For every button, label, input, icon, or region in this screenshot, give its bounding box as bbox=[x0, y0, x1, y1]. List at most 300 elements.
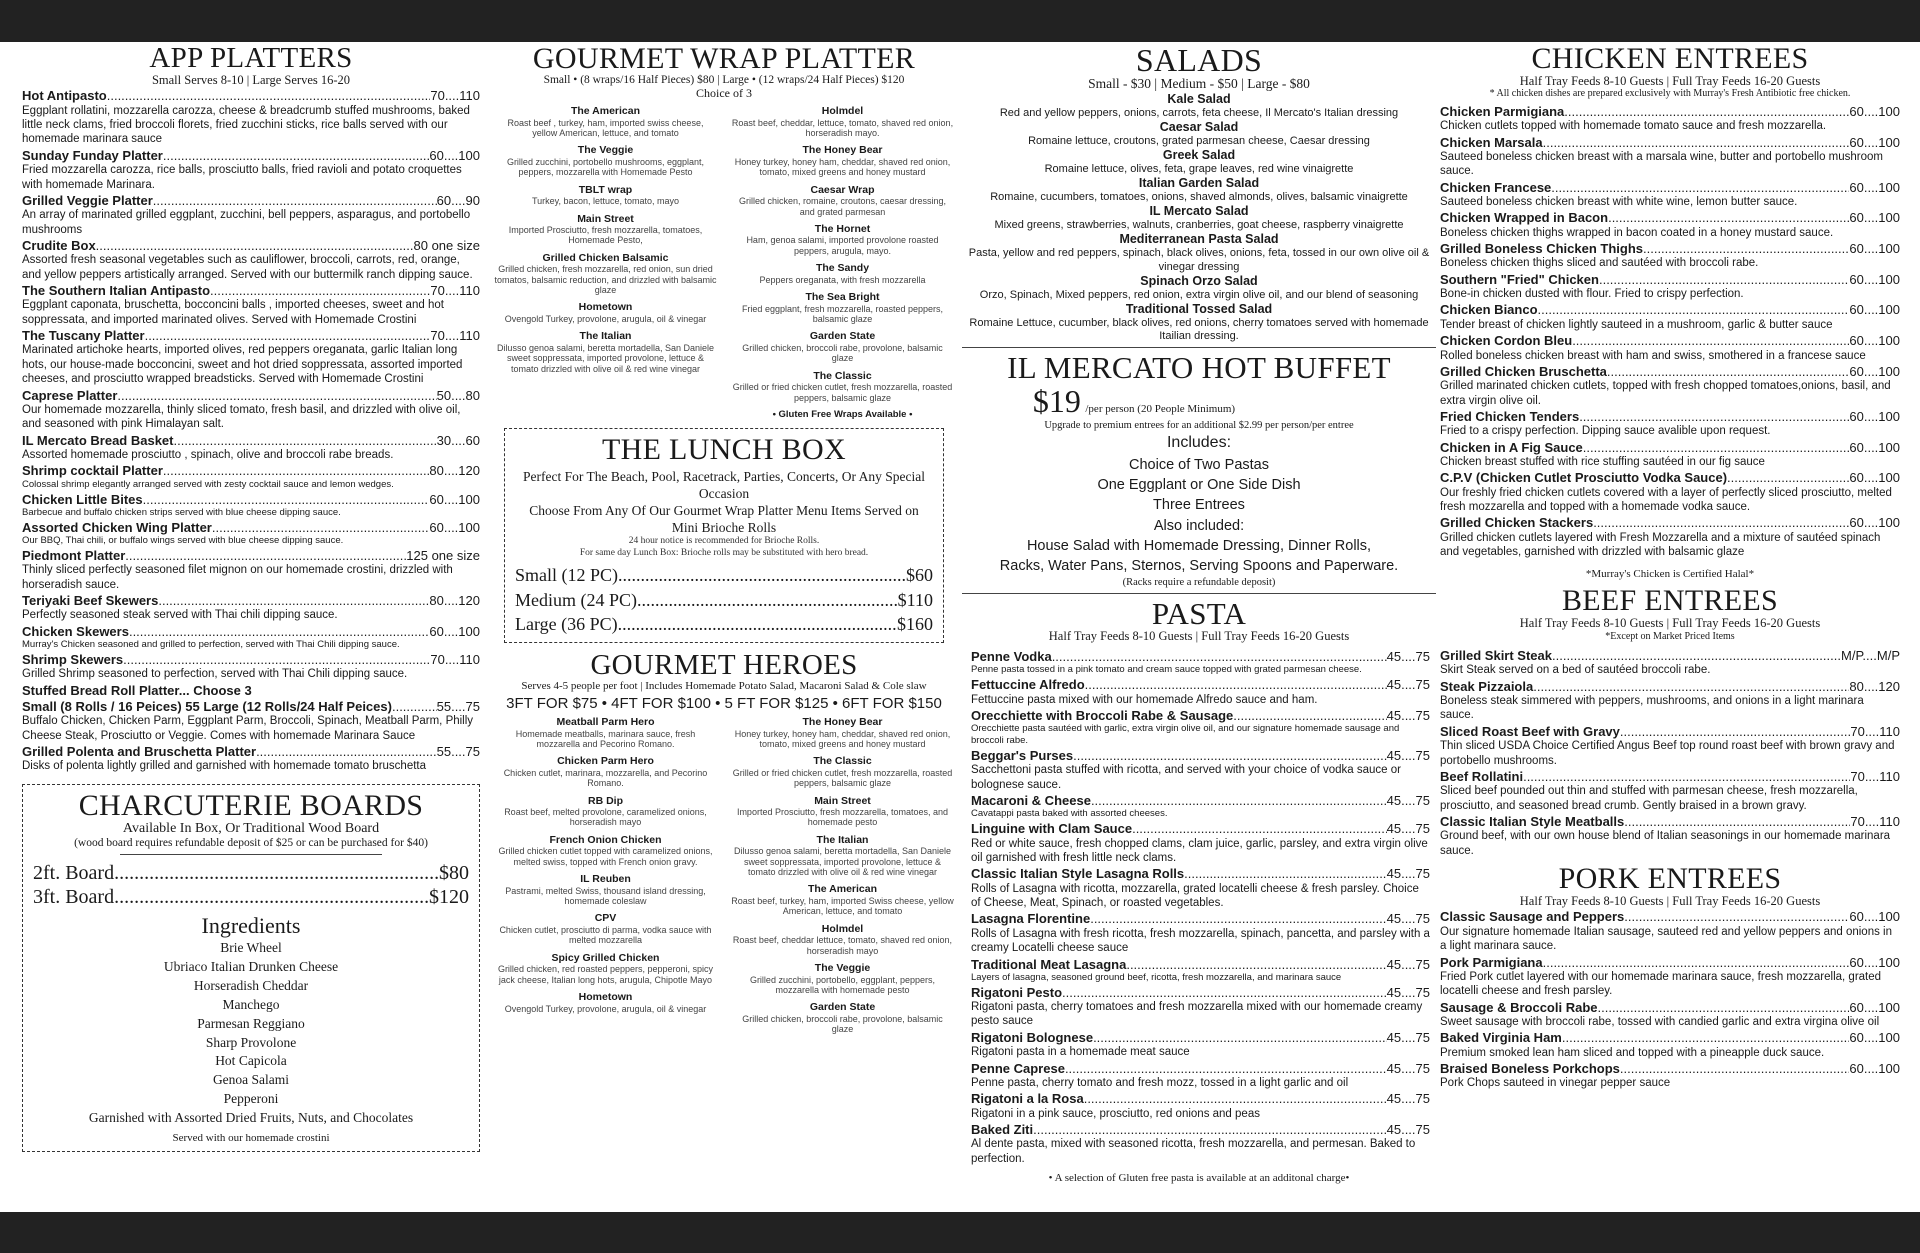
dot-leader bbox=[1643, 241, 1849, 256]
menu-item bbox=[1440, 724, 1900, 768]
menu-item-desc: Our signature homemade Italian sausage, sauteed red and yellow peppers and onions in a light marinara sauce. bbox=[1440, 925, 1892, 953]
menu-item-name: Main Street bbox=[577, 212, 634, 225]
menu-item bbox=[731, 755, 954, 788]
price-row-name: 2ft. Board bbox=[33, 862, 115, 885]
menu-item-price: 30....60 bbox=[436, 432, 480, 448]
menu-item-desc: Thinly sliced perfectly seasoned filet mignon on our homemade crostini, drizzled with horseradish sauce. bbox=[22, 564, 453, 591]
menu-item-row bbox=[22, 548, 480, 563]
menu-item-name: Classic Italian Style Meatballs bbox=[1440, 813, 1625, 829]
menu-item bbox=[1440, 241, 1900, 271]
menu-item-desc: Sacchettoni pasta stuffed with ricotta, and served with your choice of vodka sauce or bolognese sauce. bbox=[971, 764, 1401, 791]
menu-item-name: Beggar's Purses bbox=[971, 748, 1074, 764]
ingredients-title: Ingredients bbox=[201, 913, 301, 939]
menu-item-desc: Perfectly seasoned steak served with Thai chili dipping sauce. bbox=[22, 609, 338, 622]
menu-item-desc: Sweet sausage with broccoli rabe, tossed with candied garlic and extra virgina olive oil bbox=[1440, 1015, 1880, 1028]
menu-item bbox=[731, 144, 954, 177]
ingredient: Parmesan Reggiano bbox=[197, 1015, 305, 1031]
ingredient: Sharp Provolone bbox=[205, 1034, 297, 1050]
menu-item-row bbox=[971, 708, 1430, 723]
menu-item-row bbox=[1440, 1061, 1900, 1076]
menu-item bbox=[731, 716, 954, 749]
menu-item-price: 45....75 bbox=[1386, 911, 1430, 927]
menu-item-price: 60....90 bbox=[436, 192, 480, 208]
menu-item bbox=[1440, 1030, 1900, 1060]
menu-item-price: 60....100 bbox=[1849, 470, 1900, 486]
menu-item-row bbox=[22, 148, 480, 163]
menu-item-desc: Rolled boneless chicken breast with ham and swiss, smothered in a francese sauce bbox=[1440, 349, 1866, 362]
buffet-line: One Eggplant or One Side Dish bbox=[1097, 477, 1301, 494]
menu-item-row bbox=[22, 433, 480, 448]
menu-item-name: The American bbox=[570, 105, 641, 118]
heroes-title: GOURMET HEROES bbox=[590, 649, 858, 682]
menu-item-desc: Grilled zucchini, portobello mushrooms, eggplant, peppers, mozzarella with Homemade Pesto bbox=[506, 156, 705, 178]
menu-item-price: 125 one size bbox=[406, 547, 480, 563]
dot-leader bbox=[1184, 866, 1386, 881]
menu-item-row bbox=[22, 463, 480, 478]
dot-leader bbox=[1132, 821, 1387, 836]
menu-item-row bbox=[971, 1061, 1430, 1076]
menu-item-desc: Roast beef, melted provolone, caramelized onions, horseradish mayo bbox=[504, 807, 707, 828]
dot-leader bbox=[158, 593, 429, 608]
charcuterie-subtitle: Available In Box, Or Traditional Wood Board bbox=[122, 820, 380, 836]
bottom-border bbox=[0, 1212, 1920, 1253]
menu-item-name: Chicken Parm Hero bbox=[557, 755, 654, 768]
menu-item-price: 55....75 bbox=[436, 744, 480, 760]
menu-item-desc: Colossal shrimp elegantly arranged served with zesty cocktail sauce and lemon wedges. bbox=[22, 478, 394, 490]
menu-item bbox=[1440, 409, 1900, 439]
menu-item-price: 45....75 bbox=[1386, 821, 1430, 837]
menu-item-name: IL Reuben bbox=[580, 873, 631, 886]
menu-item bbox=[971, 911, 1430, 955]
menu-item-desc: Barbecue and buffalo chicken strips served with blue cheese dipping sauce. bbox=[22, 506, 341, 518]
menu-item bbox=[1440, 955, 1900, 999]
dot-leader bbox=[153, 193, 437, 208]
menu-item bbox=[971, 1030, 1430, 1060]
menu-item-row bbox=[22, 283, 480, 298]
lunch-box-note-1: 24 hour notice is recommended for Brioche Rolls. bbox=[628, 536, 820, 547]
menu-item-price: 80....120 bbox=[429, 463, 480, 479]
menu-item-desc: Roast beef , turkey, ham, imported swiss cheese, yellow American, lettuce, and tomato bbox=[507, 117, 704, 138]
menu-item-row bbox=[22, 699, 480, 714]
menu-item-price: 60....100 bbox=[1849, 439, 1900, 455]
app-platters-title: APP PLATTERS bbox=[149, 44, 353, 74]
menu-item-name: Meatball Parm Hero bbox=[556, 715, 655, 728]
menu-item bbox=[971, 677, 1430, 707]
menu-item bbox=[22, 520, 480, 547]
menu-item-price: 60....100 bbox=[1849, 515, 1900, 531]
menu-item bbox=[731, 184, 954, 217]
menu-item-desc: Bone-in chicken dusted with flour. Fried to crispy perfection. bbox=[1440, 288, 1744, 301]
menu-item-row bbox=[971, 1091, 1430, 1106]
menu-item bbox=[22, 744, 480, 774]
menu-item-name: Caesar Wrap bbox=[810, 183, 875, 196]
menu-item bbox=[22, 463, 480, 490]
charcuterie-note: (wood board requires refundable deposit of $25 or can be purchased for $40) bbox=[74, 836, 428, 849]
menu-item-name: Holmdel bbox=[821, 105, 864, 118]
menu-item-name: Garden State bbox=[809, 1001, 876, 1014]
pork-subtitle: Half Tray Feeds 8-10 Guests | Full Tray Feeds 16-20 Guests bbox=[1519, 894, 1821, 909]
app-platters-list bbox=[22, 88, 480, 773]
menu-item-row bbox=[1440, 515, 1900, 530]
menu-item-desc: Roast beef, turkey, ham, imported Swiss cheese, yellow American, lettuce, and tomato bbox=[731, 896, 954, 917]
menu-item-row bbox=[971, 985, 1430, 1000]
menu-item bbox=[494, 716, 717, 749]
menu-item bbox=[22, 652, 480, 682]
menu-item-row bbox=[1440, 302, 1900, 317]
menu-item-name: The Hornet bbox=[814, 222, 871, 235]
menu-item-name: Caprese Platter bbox=[22, 387, 118, 403]
dot-leader bbox=[1126, 957, 1386, 972]
menu-item bbox=[22, 88, 480, 146]
buffet-deposit: (Racks require a refundable deposit) bbox=[1122, 576, 1276, 588]
pasta-subtitle: Half Tray Feeds 8-10 Guests | Full Tray Feeds 16-20 Guests bbox=[1048, 628, 1350, 643]
beef-note: *Except on Market Priced Items bbox=[1605, 630, 1735, 642]
lunch-box-note-2: For same day Lunch Box: Brioche rolls may be substituted with hero bread. bbox=[579, 547, 869, 558]
menu-item-row bbox=[971, 677, 1430, 692]
menu-item-price: 45....75 bbox=[1386, 866, 1430, 882]
menu-item-name: Sunday Funday Platter bbox=[22, 147, 163, 163]
menu-item-name: Shrimp Skewers bbox=[22, 651, 124, 667]
menu-item-name: Chicken Cordon Bleu bbox=[1440, 333, 1573, 349]
menu-item-price: 60....100 bbox=[1849, 954, 1900, 970]
price-row bbox=[515, 612, 933, 636]
dot-leader bbox=[1620, 1061, 1849, 1076]
dot-leader bbox=[1620, 724, 1850, 739]
salad-name: Spinach Orzo Salad bbox=[1140, 273, 1258, 288]
salad-name: Kale Salad bbox=[1167, 91, 1231, 106]
menu-item-price: 60....100 bbox=[1849, 210, 1900, 226]
dot-leader bbox=[256, 744, 437, 759]
dot-leader bbox=[1033, 1122, 1387, 1137]
menu-item-desc: Ovengold Turkey, provolone, arugula, oil & vinegar bbox=[504, 314, 707, 325]
dot-leader bbox=[1572, 333, 1849, 348]
menu-item bbox=[971, 793, 1430, 820]
menu-item-row bbox=[22, 492, 480, 507]
salad-item bbox=[962, 176, 1436, 204]
salads-divider bbox=[962, 347, 1436, 348]
menu-item-name: Fried Chicken Tenders bbox=[1440, 408, 1580, 424]
charcuterie-footer: Served with our homemade crostini bbox=[172, 1132, 330, 1144]
ingredient: Hot Capicola bbox=[215, 1053, 287, 1069]
ingredient: Brie Wheel bbox=[220, 940, 282, 956]
menu-item bbox=[22, 593, 480, 623]
menu-item-name: Chicken in A Fig Sauce bbox=[1440, 439, 1583, 455]
menu-item-row bbox=[22, 593, 480, 608]
menu-item bbox=[494, 912, 717, 945]
menu-item-name: Grilled Polenta and Bruschetta Platter bbox=[22, 744, 257, 760]
menu-item-row bbox=[1440, 679, 1900, 694]
menu-item-price: 70....110 bbox=[1850, 723, 1900, 739]
dot-leader bbox=[1062, 985, 1387, 1000]
menu-item-name: Fettuccine Alfredo bbox=[971, 677, 1085, 693]
hero-list-right bbox=[731, 716, 954, 1041]
menu-item-desc: Dilusso genoa salami, beretta mortadella, San Daniele sweet soppressata, imported provolone, lettuce & tomato drizzled with olive oil & red wine vinegar bbox=[733, 846, 952, 878]
menu-item bbox=[971, 748, 1430, 792]
price-row-name: 3ft. Board bbox=[33, 886, 115, 909]
menu-item-name: The Classic bbox=[813, 369, 872, 382]
menu-item bbox=[494, 252, 717, 296]
salad-item bbox=[962, 204, 1436, 232]
menu-item-name: Classic Italian Style Lasagna Rolls bbox=[971, 866, 1185, 882]
menu-item-name: Southern "Fried" Chicken bbox=[1440, 271, 1599, 287]
dot-leader bbox=[1593, 515, 1849, 530]
dot-leader bbox=[1523, 769, 1850, 784]
menu-item bbox=[1440, 135, 1900, 179]
menu-item-name: The Southern Italian Antipasto bbox=[22, 283, 211, 299]
menu-item-desc: Grilled chicken cutlets layered with Fresh Mozzarella and a mixture of sautéed spinach and vegetables, garnished with drizzled with balsamic glaze bbox=[1440, 531, 1881, 559]
ingredient: Manchego bbox=[222, 996, 280, 1012]
menu-item bbox=[1440, 302, 1900, 332]
menu-item-price: 45....75 bbox=[1386, 1121, 1430, 1137]
menu-item-name: The Sandy bbox=[815, 262, 870, 275]
salad-name: Caesar Salad bbox=[1159, 119, 1239, 134]
menu-item-price: 60....100 bbox=[1849, 103, 1900, 119]
charcuterie-divider bbox=[120, 854, 382, 855]
menu-item-row bbox=[971, 793, 1430, 808]
menu-item bbox=[494, 873, 717, 906]
menu-item-name: Piedmont Platter bbox=[22, 547, 126, 563]
price-row-name: Small (12 PC) bbox=[515, 565, 619, 586]
pasta-list bbox=[962, 649, 1436, 1166]
salad-desc: Orzo, Spinach, Mixed peppers, red onion, extra virgin olive oil, and our blend of seasoning bbox=[979, 288, 1419, 301]
buffet-price: $19 bbox=[1032, 383, 1081, 420]
menu-item-row bbox=[1440, 440, 1900, 455]
column-wraps bbox=[494, 44, 954, 1212]
menu-item-name: Steak Pizzaiola bbox=[1440, 678, 1534, 694]
menu-item-desc: Murray's Chicken seasoned and grilled to perfection, served with Thai Chili dipping sauce. bbox=[22, 639, 400, 651]
menu-item-name: Rigatoni Bolognese bbox=[971, 1029, 1094, 1045]
menu-item bbox=[731, 923, 954, 956]
menu-item bbox=[1440, 1061, 1900, 1091]
menu-item-name: The Tuscany Platter bbox=[22, 328, 145, 344]
dot-leader bbox=[145, 328, 431, 343]
dot-leader bbox=[1093, 1030, 1387, 1045]
menu-item-desc: Pork Chops sauteed in vinegar pepper sauce bbox=[1440, 1077, 1671, 1090]
menu-item-name: The Honey Bear bbox=[802, 715, 883, 728]
menu-item bbox=[22, 699, 480, 743]
dot-leader bbox=[1551, 180, 1849, 195]
menu-item-row bbox=[22, 624, 480, 639]
menu-item-price: 50....80 bbox=[436, 387, 480, 403]
buffet-line: Also included: bbox=[1153, 517, 1245, 534]
column-app-platters bbox=[22, 44, 480, 1212]
dot-leader bbox=[129, 624, 429, 639]
salad-list bbox=[962, 92, 1436, 344]
menu-item bbox=[731, 105, 954, 138]
dot-leader bbox=[1085, 677, 1387, 692]
menu-item-price: 60....100 bbox=[1849, 134, 1900, 150]
menu-item-row bbox=[22, 88, 480, 103]
menu-item-desc: Grilled or fried chicken cutlet, fresh mozzarella, roasted peppers, balsamic glaze bbox=[732, 767, 953, 789]
menu-item-name: Hometown bbox=[578, 301, 633, 314]
menu-item bbox=[22, 683, 480, 698]
lunch-box bbox=[504, 428, 944, 643]
menu-item-desc: Assorted homemade prosciutto , spinach, olive and broccoli rabe breads. bbox=[22, 449, 394, 461]
menu-item-row bbox=[1440, 814, 1900, 829]
menu-item bbox=[22, 283, 480, 327]
menu-item-row bbox=[971, 866, 1430, 881]
salad-item bbox=[962, 302, 1436, 343]
price-row bbox=[515, 563, 933, 587]
menu-item-row bbox=[1440, 180, 1900, 195]
salad-desc: Red and yellow peppers, onions, carrots, feta cheese, Il Mercato's Italian dressing bbox=[999, 106, 1399, 119]
menu-item-name: Chicken Skewers bbox=[22, 623, 129, 639]
price-row-price: $60 bbox=[906, 565, 933, 586]
dot-leader bbox=[96, 238, 414, 253]
menu-item-price: 60....100 bbox=[429, 491, 480, 507]
dot-leader bbox=[1598, 1000, 1850, 1015]
menu-item-desc: Roast beef, cheddar, lettuce, tomato, shaved red onion, horseradish mayo. bbox=[731, 117, 954, 138]
menu-item bbox=[1440, 364, 1900, 408]
menu-item-name: Lasagna Florentine bbox=[971, 911, 1091, 927]
salad-desc: Romaine, cucumbers, tomatoes, onions, shaved almonds, olives, balsamic vinaigrette bbox=[990, 191, 1408, 204]
lunch-box-title: THE LUNCH BOX bbox=[602, 432, 846, 466]
menu-item bbox=[1440, 814, 1900, 858]
menu-item-desc: Dilusso genoa salami, beretta mortadella, San Daniele sweet soppressata, imported provolone, lettuce & tomato drizzled with olive oil & red wine vinegar bbox=[496, 342, 715, 374]
ingredient: Ubriaco Italian Drunken Cheese bbox=[163, 958, 339, 974]
menu-item-price: 45....75 bbox=[1386, 984, 1430, 1000]
salad-desc: Romaine Lettuce, cucumber, black olives, red onions, cherry tomatoes served with homemade Itailian dressing. bbox=[969, 317, 1429, 343]
menu-item-row bbox=[1440, 724, 1900, 739]
menu-item-row bbox=[1440, 135, 1900, 150]
menu-item-desc: Fried eggplant, fresh mozzarella, roasted peppers, balsamic glaze bbox=[741, 303, 944, 325]
menu-item-desc: Imported Prosciutto, fresh mozzarella, tomatoes, Homemade Pesto, bbox=[508, 225, 703, 246]
menu-item-name: Spicy Grilled Chicken bbox=[551, 951, 660, 964]
salads-subtitle: Small - $30 | Medium - $50 | Large - $80 bbox=[1088, 76, 1310, 91]
menu-item-name: Chicken Little Bites bbox=[22, 491, 143, 507]
menu-item-price: 45....75 bbox=[1386, 707, 1430, 723]
menu-item bbox=[22, 433, 480, 463]
dot-leader bbox=[163, 148, 430, 163]
dot-leader bbox=[1084, 1091, 1387, 1106]
menu-item-name: Rigatoni a la Rosa bbox=[971, 1091, 1084, 1107]
menu-item bbox=[494, 301, 717, 324]
menu-item-desc: Grilled chicken, romaine, croutons, caesar dressing, and grated parmesan bbox=[738, 196, 947, 217]
salad-name: IL Mercato Salad bbox=[1149, 204, 1249, 219]
dot-leader bbox=[1599, 272, 1849, 287]
menu-item-name: Rigatoni Pesto bbox=[971, 984, 1063, 1000]
buffet-lines bbox=[962, 455, 1436, 577]
menu-item-name: Small (8 Rolls / 16 Peices) 55 Large (12 Rolls/24 Half Peices) bbox=[22, 699, 392, 714]
menu-item bbox=[971, 1061, 1430, 1091]
menu-item-name: The Classic bbox=[813, 755, 872, 768]
pork-title: PORK ENTREES bbox=[1558, 862, 1782, 896]
menu-item bbox=[494, 834, 717, 867]
menu-item-desc: Boneless chicken thighs sliced and sautéed with broccoli rabe. bbox=[1440, 257, 1759, 270]
menu-item-name: The American bbox=[807, 883, 878, 896]
board-list bbox=[33, 861, 469, 909]
menu-item-row bbox=[22, 520, 480, 535]
dot-leader bbox=[1052, 649, 1387, 664]
dot-leader bbox=[123, 652, 430, 667]
salad-item bbox=[962, 92, 1436, 120]
menu-item-name: Chicken Wrapped in Bacon bbox=[1440, 210, 1609, 226]
menu-item-name: Hometown bbox=[578, 990, 633, 1003]
dot-leader bbox=[1065, 1061, 1387, 1076]
menu-item-desc: Rigatoni pasta, cherry tomatoes and fresh mozzarella mixed with our homemade creamy pesto sauce bbox=[971, 1001, 1423, 1028]
menu-item-price: 60....100 bbox=[1849, 302, 1900, 318]
menu-item-name: Garden State bbox=[809, 330, 876, 343]
price-row-price: $80 bbox=[439, 862, 469, 885]
menu-item-price: 70....110 bbox=[1850, 813, 1900, 829]
menu-item bbox=[22, 193, 480, 237]
menu-item bbox=[1440, 909, 1900, 953]
menu-item-row bbox=[1440, 272, 1900, 287]
beef-title: BEEF ENTREES bbox=[1561, 584, 1779, 618]
menu-item bbox=[22, 388, 480, 432]
menu-item-desc: Penne pasta tossed in a pink tomato and cream sauce topped with grated parmesan cheese. bbox=[971, 664, 1362, 676]
menu-item-desc: Disks of polenta lightly grilled and garnished with homemade tomato bruschetta bbox=[22, 760, 426, 773]
menu-item-name: Chicken Parmigiana bbox=[1440, 103, 1565, 119]
menu-item bbox=[971, 957, 1430, 984]
menu-item-name: The Italian bbox=[579, 330, 632, 343]
menu-item-desc: Chicken cutlets topped with homemade tomato sauce and fresh mozzarella. bbox=[1440, 120, 1827, 133]
menu-item-row bbox=[22, 652, 480, 667]
menu-item-desc: Ground beef, with our own house blend of Italian seasonings in our homemade marinara sauce. bbox=[1440, 830, 1891, 857]
menu-item bbox=[731, 1001, 954, 1034]
menu-item-price: 80....120 bbox=[429, 593, 480, 609]
menu-item-desc: Chicken cutlet, marinara, mozzarella, and Pecorino Romano. bbox=[503, 767, 708, 789]
menu-item-desc: Assorted fresh seasonal vegetables such as cauliflower, broccoli, carrots, red, orange, and yellow peppers artistically arranged. Served with our buttermilk ranch dipping sauce. bbox=[22, 254, 473, 281]
menu-item-row bbox=[971, 1030, 1430, 1045]
menu-item-desc: Grilled chicken, broccoli rabe, provolone, balsamic glaze bbox=[742, 342, 943, 364]
menu-item-name: Grilled Boneless Chicken Thighs bbox=[1440, 241, 1643, 257]
menu-item-desc: An array of marinated grilled eggplant, zucchini, bell peppers, asparagus, and portobello mushrooms bbox=[22, 209, 471, 236]
dot-leader bbox=[1543, 135, 1850, 150]
pasta-title: PASTA bbox=[1151, 595, 1247, 631]
menu-item-price: 60....100 bbox=[1849, 1060, 1900, 1076]
chicken-halal: *Murray's Chicken is Certified Halal* bbox=[1585, 567, 1755, 580]
ingredient: Pepperoni bbox=[223, 1091, 279, 1107]
menu-item-name: C.P.V (Chicken Cutlet Prosciutto Vodka Sauce) bbox=[1440, 470, 1728, 486]
price-row-name: Large (36 PC) bbox=[515, 613, 618, 634]
heroes-grid bbox=[494, 716, 954, 1041]
menu-item bbox=[1440, 104, 1900, 134]
menu-item-price: 45....75 bbox=[1386, 1091, 1430, 1107]
menu-item-name: Assorted Chicken Wing Platter bbox=[22, 519, 212, 535]
menu-item-row bbox=[22, 193, 480, 208]
menu-item-name: Pork Parmigiana bbox=[1440, 954, 1543, 970]
menu-item-row bbox=[971, 957, 1430, 972]
menu-item-desc: Our freshly fried chicken cutlets covered with a layer of perfectly sliced prosciutto, melted fresh mozzarella and topped with a homemade vodka sauce. bbox=[1440, 486, 1892, 514]
top-border bbox=[0, 0, 1920, 42]
menu-item-desc: Chicken cutlet, prosciutto di parma, vodka sauce with melted mozzarella bbox=[499, 924, 712, 946]
pork-list bbox=[1440, 909, 1900, 1090]
dot-leader bbox=[1233, 708, 1386, 723]
ingredient: Genoa Salami bbox=[212, 1072, 290, 1088]
menu-item-name: Penne Vodka bbox=[971, 649, 1052, 665]
menu-item-name: Shrimp cocktail Platter bbox=[22, 463, 163, 479]
dot-leader bbox=[107, 88, 431, 103]
menu-item-row bbox=[1440, 769, 1900, 784]
price-row bbox=[515, 588, 933, 612]
menu-item bbox=[731, 883, 954, 916]
price-row-price: $110 bbox=[897, 589, 933, 610]
menu-item-desc: Buffalo Chicken, Chicken Parm, Eggplant Parm, Broccoli, Spinach, Meatball Parm, Philly Cheese Steak, Prosciutto or Veggie. Comes with homemade Marinara Sauce bbox=[22, 715, 474, 742]
buffet-upgrade: Upgrade to premium entrees for an additional $2.99 per person/per entree bbox=[1044, 420, 1354, 432]
heroes-subtitle: Serves 4-5 people per foot | Includes Homemade Potato Salad, Macaroni Salad & Cole slaw bbox=[521, 680, 927, 693]
chicken-note: * All chicken dishes are prepared exclusively with Murray's Fresh Antibiotic free chicken. bbox=[1489, 88, 1851, 100]
menu-item-desc: Fried mozzarella carozza, rice balls, prosciutto balls, fried ravioli and potato croquettes with homemade Marinara. bbox=[22, 164, 462, 191]
menu-item-desc: Pastrami, melted Swiss, thousand island dressing, homemade coleslaw bbox=[505, 885, 706, 907]
menu-item-price: 60....100 bbox=[429, 519, 480, 535]
dot-leader bbox=[1562, 1030, 1850, 1045]
menu-item-desc: Layers of lasagna, seasoned ground beef, ricotta, fresh mozzarella, and marinara sauce bbox=[971, 971, 1342, 983]
menu-item-desc: Sauteed boneless chicken breast with a marsala wine, butter and portobello mushroom sauce. bbox=[1440, 150, 1883, 178]
menu-item bbox=[22, 492, 480, 519]
ingredient: Horseradish Cheddar bbox=[193, 977, 309, 993]
menu-item-desc: Rolls of Lasagna with fresh ricotta, fresh mozzarella, spinach, pancetta, and parsley with a creamy Locatelli cheese sauce bbox=[971, 927, 1430, 955]
